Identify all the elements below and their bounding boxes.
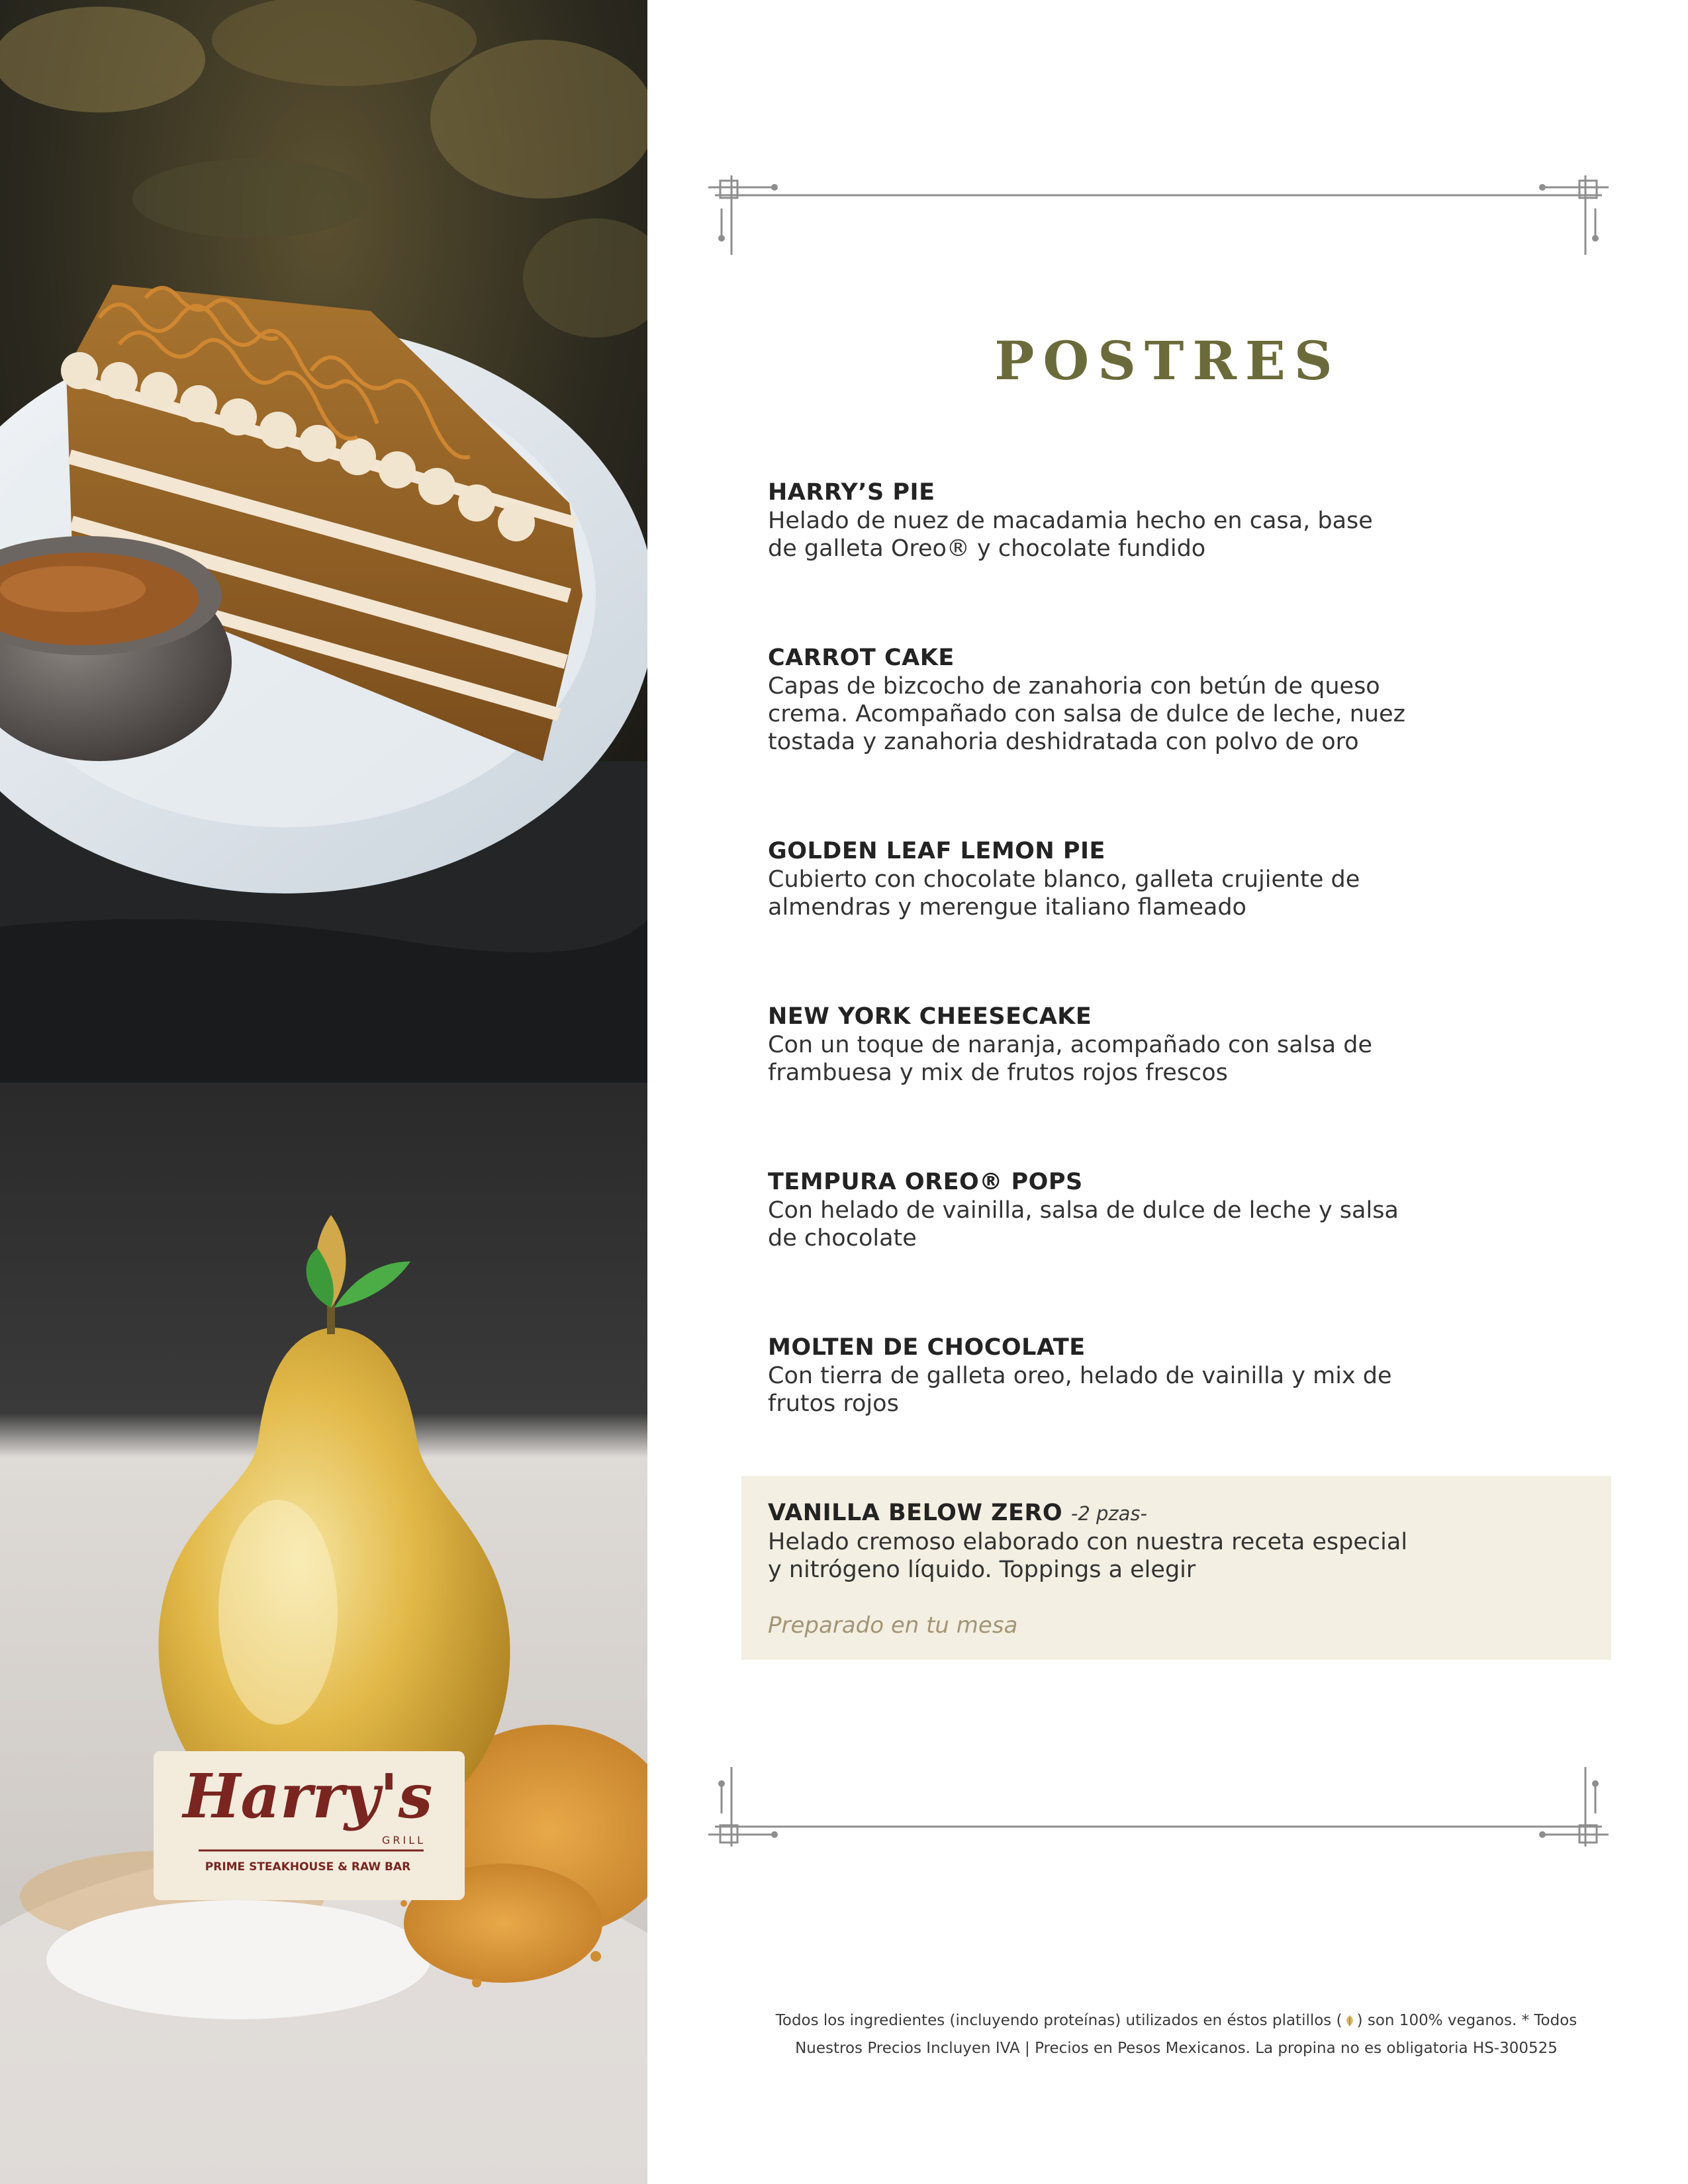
item-description-line: frambuesa y mix de frutos rojos frescos bbox=[768, 1060, 1228, 1086]
item-name: HARRY’S PIE bbox=[768, 479, 935, 506]
item-description-line: de chocolate bbox=[768, 1225, 917, 1251]
item-description-line: Con tierra de galleta oreo, helado de vainilla y mix de bbox=[768, 1363, 1392, 1389]
menu-item-vanilla-below-zero bbox=[768, 1498, 1417, 1639]
footer-disclaimer bbox=[741, 2007, 1611, 2062]
decorative-frame-bottom bbox=[708, 1767, 1609, 1853]
featured-item-name: VANILLA BELOW ZERO bbox=[768, 1500, 1063, 1526]
item-description-line: Helado cremoso elaborado con nuestra receta especial bbox=[768, 1529, 1408, 1555]
item-name: TEMPURA OREO® POPS bbox=[768, 1169, 1083, 1195]
item-name: GOLDEN LEAF LEMON PIE bbox=[768, 838, 1105, 864]
item-name: MOLTEN DE CHOCOLATE bbox=[768, 1334, 1086, 1361]
item-description-line: almendras y merengue italiano flameado bbox=[768, 894, 1246, 921]
menu-title: POSTRES bbox=[994, 330, 1341, 392]
leaf-icon bbox=[1342, 2013, 1357, 2028]
plaque-tagline: PRIME STEAKHOUSE & RAW BAR bbox=[205, 1860, 411, 1874]
footer-line-2: Nuestros Precios Incluyen IVA | Precios en Pesos Mexicanos. La propina no es obligatoria HS-300525 bbox=[795, 2040, 1558, 2057]
photo-column bbox=[0, 0, 647, 2184]
menu-item-tempura-oreo-pops bbox=[768, 1167, 1417, 1252]
menu-item-carrot-cake bbox=[768, 643, 1417, 756]
item-description-line: Con helado de vainilla, salsa de dulce de leche y salsa bbox=[768, 1197, 1399, 1224]
menu-item-golden-leaf-lemon-pie bbox=[768, 837, 1417, 921]
carrot-cake-photo bbox=[0, 0, 647, 1083]
plaque-brand-sub: GRILL bbox=[381, 1834, 426, 1846]
item-description-line: tostada y zanahoria deshidratada con polvo de oro bbox=[768, 729, 1359, 755]
footer-text: Todos los ingredientes (incluyendo proteínas) utilizados en éstos platillos ( bbox=[775, 2012, 1342, 2029]
item-description-line: Capas de bizcocho de zanahoria con betún de queso bbox=[768, 673, 1380, 700]
item-description-line: de galleta Oreo® y chocolate fundido bbox=[768, 535, 1206, 562]
preparation-note: Preparado en tu mesa bbox=[768, 1612, 1018, 1639]
menu-item-harrys-pie bbox=[768, 478, 1417, 563]
golden-pear-photo bbox=[0, 1083, 647, 2184]
featured-item-quantity-note: -2 pzas- bbox=[1070, 1502, 1147, 1525]
menu-item-new-york-cheesecake bbox=[768, 1002, 1417, 1087]
item-name: CARROT CAKE bbox=[768, 645, 955, 671]
decorative-frame-top bbox=[708, 169, 1609, 255]
item-description-line: Con un toque de naranja, acompañado con salsa de bbox=[768, 1032, 1372, 1058]
item-description-line: y nitrógeno líquido. Toppings a elegir bbox=[768, 1557, 1196, 1583]
item-name bbox=[768, 1498, 1417, 1528]
footer-text: ) son 100% veganos. * Todos bbox=[1356, 2012, 1577, 2029]
item-description-line: Helado de nuez de macadamia hecho en casa, base bbox=[768, 508, 1373, 534]
footer-line-1 bbox=[741, 2007, 1611, 2034]
item-description-line: frutos rojos bbox=[768, 1390, 899, 1417]
menu-item-molten-de-chocolate bbox=[768, 1333, 1417, 1418]
item-description-line: crema. Acompañado con salsa de dulce de leche, nuez bbox=[768, 701, 1406, 727]
plaque-brand: Harry's bbox=[183, 1760, 433, 1832]
item-description-line: Cubierto con chocolate blanco, galleta crujiente de bbox=[768, 866, 1360, 893]
item-name: NEW YORK CHEESECAKE bbox=[768, 1003, 1092, 1030]
